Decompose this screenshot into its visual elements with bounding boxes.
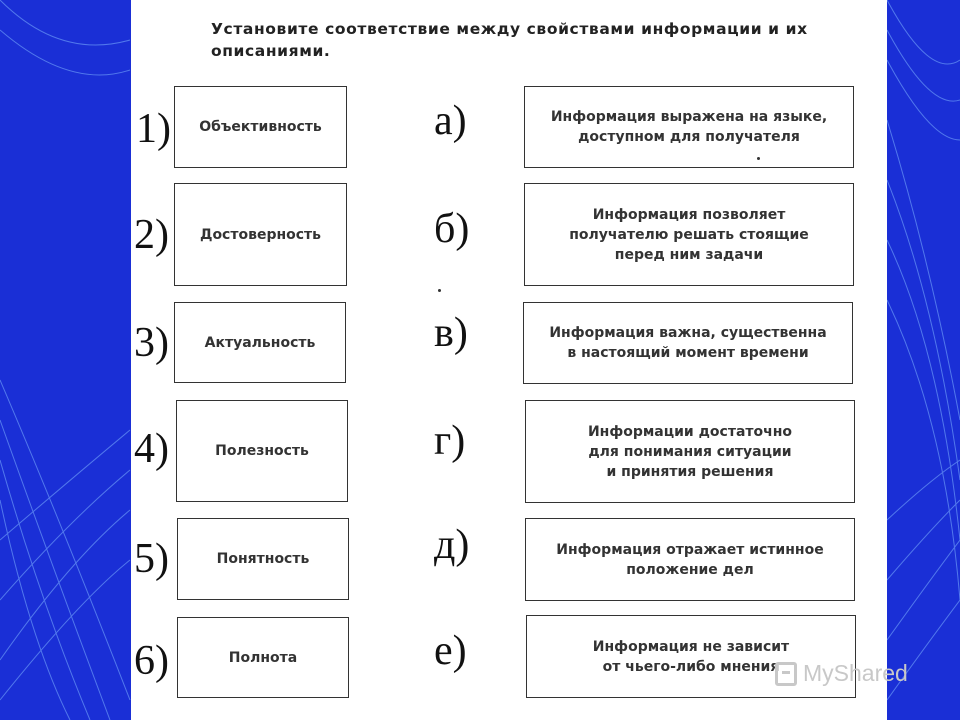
property-box-5: Понятность <box>177 518 349 600</box>
description-box-d: Информация отражает истинное положение дел <box>525 518 855 601</box>
property-number-4: 4) <box>134 426 169 472</box>
myshared-logo-icon <box>775 662 797 686</box>
property-box-3: Актуальность <box>174 302 346 383</box>
worksheet <box>131 0 887 720</box>
speck-mark <box>757 157 760 160</box>
property-number-3: 3) <box>134 320 169 366</box>
description-box-v: Информация важна, существенна в настоящий момент времени <box>523 302 853 384</box>
property-number-5: 5) <box>134 536 169 582</box>
description-letter-a: а) <box>434 98 467 144</box>
task-title: Установите соответствие между свойствами информации и их описаниями. <box>211 20 808 60</box>
description-letter-e: е) <box>434 628 467 674</box>
property-number-1: 1) <box>136 106 171 152</box>
description-letter-g: г) <box>434 418 466 464</box>
description-box-b: Информация позволяет получателю решать стоящие перед ним задачи <box>524 183 854 286</box>
watermark <box>775 660 908 687</box>
property-box-1: Объективность <box>174 86 347 168</box>
description-letter-d: д) <box>434 522 470 568</box>
property-box-6: Полнота <box>177 617 349 698</box>
description-box-g: Информации достаточно для понимания ситуации и принятия решения <box>525 400 855 503</box>
speck-mark <box>438 289 441 292</box>
watermark-text: MyShared <box>803 660 908 686</box>
property-number-2: 2) <box>134 212 169 258</box>
description-box-e: Информация не зависит от чьего-либо мнения <box>526 615 856 698</box>
property-box-4: Полезность <box>176 400 348 502</box>
property-number-6: 6) <box>134 638 169 684</box>
description-box-a: Информация выражена на языке, доступном для получателя <box>524 86 854 168</box>
description-letter-b: б) <box>434 206 470 252</box>
property-box-2: Достоверность <box>174 183 347 286</box>
description-letter-v: в) <box>434 310 468 356</box>
